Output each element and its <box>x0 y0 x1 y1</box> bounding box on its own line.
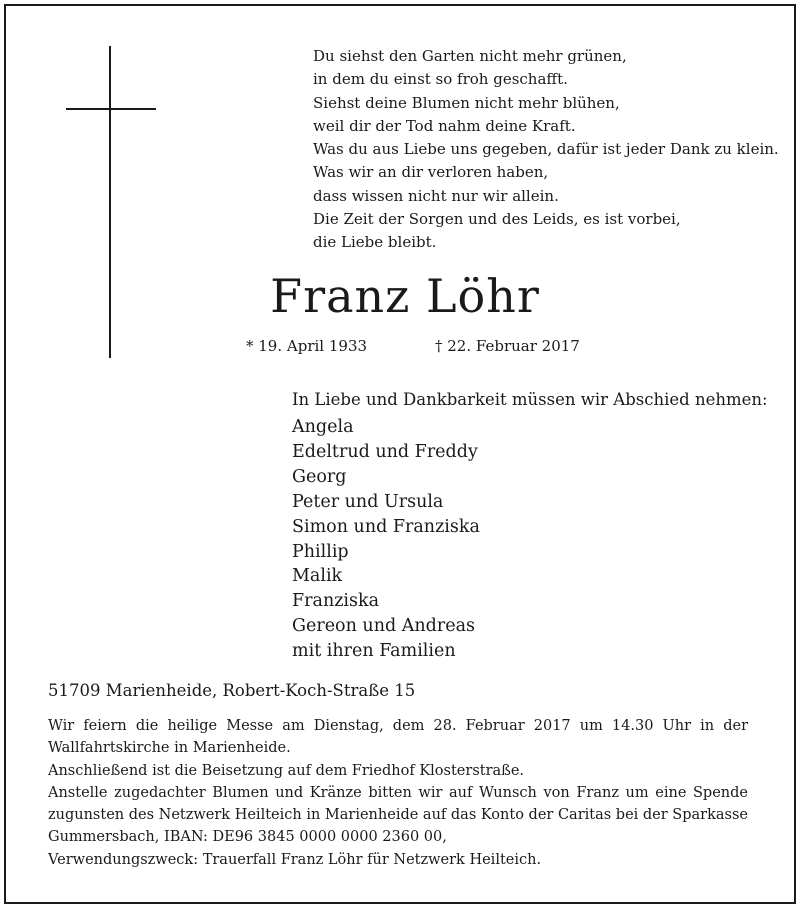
poem <box>313 45 779 255</box>
poem-line: in dem du einst so froh geschafft. <box>313 70 568 89</box>
family-section <box>292 388 768 664</box>
deceased-name: Franz Löhr <box>270 269 540 323</box>
poem-line: weil dir der Tod nahm deine Kraft. <box>313 116 576 135</box>
cross-horizontal-bar <box>66 108 156 110</box>
family-member: Simon und Franziska <box>292 516 480 537</box>
poem-line: Die Zeit der Sorgen und des Leids, es ist vorbei, <box>313 210 681 229</box>
family-member: Gereon und Andreas <box>292 616 475 637</box>
poem-line: dass wissen nicht nur wir allein. <box>313 186 559 205</box>
mass-info: Wir feiern die heilige Messe am Dienstag, dem 28. Februar 2017 um 14.30 Uhr in der Wallfahrtskirche in Marienheide. <box>48 718 748 757</box>
poem-line: Du siehst den Garten nicht mehr grünen, <box>313 47 627 65</box>
family-intro: In Liebe und Dankbarkeit müssen wir Abschied nehmen: <box>292 390 768 409</box>
birth-date: * 19. April 1933 <box>246 337 368 355</box>
burial-info: Anschließend ist die Beisetzung auf dem Friedhof Klosterstraße. <box>48 762 525 779</box>
donation-info: Anstelle zugedachter Blumen und Kränze bitten wir auf Wunsch von Franz um eine Spende zugunsten des Netzwerk Heilteich in Marienheide auf das Konto der Caritas bei der Sparkasse Gummersbach, IBAN: DE96 3845 0000 0000 2360 00, <box>48 784 748 846</box>
poem-line: die Liebe bleibt. <box>313 233 437 252</box>
family-member: Edeltrud und Freddy <box>292 441 478 462</box>
death-date: † 22. Februar 2017 <box>435 337 580 355</box>
family-member: Malik <box>292 566 343 587</box>
poem-line: Siehst deine Blumen nicht mehr blühen, <box>313 93 620 112</box>
service-info <box>48 715 748 871</box>
family-member: Georg <box>292 466 347 487</box>
family-member: Peter und Ursula <box>292 491 444 512</box>
poem-line: Was du aus Liebe uns gegeben, dafür ist jeder Dank zu klein. <box>313 140 779 159</box>
family-member: Angela <box>292 417 354 437</box>
family-member: Franziska <box>292 591 380 612</box>
family-member: Phillip <box>292 541 349 562</box>
donation-purpose: Verwendungszweck: Trauerfall Franz Löhr für Netzwerk Heilteich. <box>48 851 542 868</box>
poem-line: Was wir an dir verloren haben, <box>313 163 549 182</box>
address: 51709 Marienheide, Robert-Koch-Straße 15 <box>48 681 416 700</box>
family-member: mit ihren Familien <box>292 641 456 662</box>
